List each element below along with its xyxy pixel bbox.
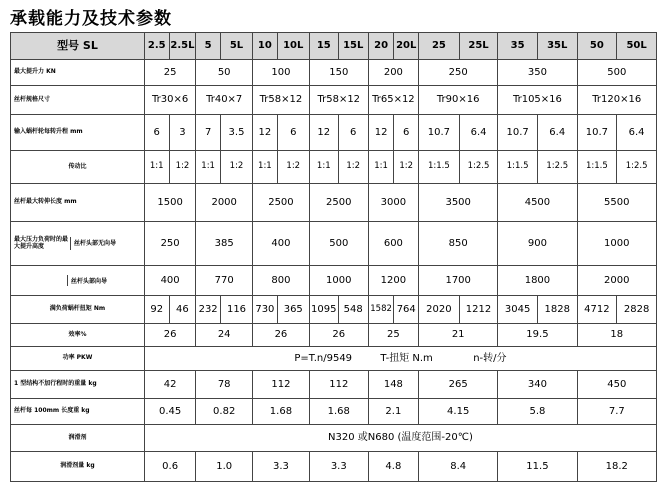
- row-height-no-guide: [11, 222, 657, 266]
- row-stroke: [11, 115, 657, 151]
- value-cell: 800: [253, 266, 310, 296]
- value-cell: 1:1.5: [577, 151, 617, 184]
- power-formula-cell: [144, 347, 656, 371]
- value-cell: 25: [144, 60, 195, 86]
- value-cell: 1000: [309, 266, 368, 296]
- value-cell: 112: [309, 371, 368, 399]
- value-cell: 1:1: [368, 151, 394, 184]
- value-cell: 1:2: [394, 151, 419, 184]
- row-lubricant: [11, 425, 657, 452]
- model-cell: 20L: [394, 33, 419, 60]
- row-label: 输入蜗杆轮每转升程 mm: [11, 115, 145, 151]
- row-label: 1 型结构不加行程时的重量 kg: [11, 371, 145, 399]
- value-cell: 3: [169, 115, 196, 151]
- value-cell: 26: [144, 324, 195, 347]
- value-cell: 5500: [577, 184, 656, 222]
- value-cell: 770: [196, 266, 253, 296]
- value-cell: 3045: [498, 296, 538, 324]
- value-cell: 1:2: [169, 151, 196, 184]
- value-cell: 4500: [498, 184, 577, 222]
- row-label: 丝杆规格尺寸: [11, 86, 145, 115]
- model-cell: 2.5L: [169, 33, 196, 60]
- value-cell: 26: [253, 324, 310, 347]
- value-cell: 10.7: [577, 115, 617, 151]
- value-cell: 3.3: [309, 452, 368, 482]
- row-weight-per: [11, 399, 657, 425]
- value-cell: 0.45: [144, 399, 195, 425]
- torque-note: T-扭矩 N.m: [380, 352, 433, 364]
- value-cell: 250: [419, 60, 498, 86]
- value-cell: 4.8: [368, 452, 418, 482]
- header-row: [11, 33, 657, 60]
- value-cell: 78: [196, 371, 253, 399]
- model-cell: 25L: [459, 33, 498, 60]
- row-weight: [11, 371, 657, 399]
- row-label: 润滑剂量 kg: [11, 452, 145, 482]
- lubricant-cell: N320 或N680 (温度范围-20℃): [144, 425, 656, 452]
- value-cell: 1582: [368, 296, 394, 324]
- model-cell: 10: [253, 33, 278, 60]
- value-cell: 340: [498, 371, 577, 399]
- model-cell: 50: [577, 33, 617, 60]
- value-cell: 7.7: [577, 399, 656, 425]
- value-cell: 1:1.5: [419, 151, 460, 184]
- torque-label: 满负荷蜗杆扭矩 Nm: [49, 305, 106, 313]
- value-cell: 2500: [253, 184, 310, 222]
- value-cell: Tr30×6: [144, 86, 195, 115]
- value-cell: 24: [196, 324, 253, 347]
- value-cell: 25: [368, 324, 418, 347]
- value-cell: 148: [368, 371, 418, 399]
- value-cell: 1:2: [338, 151, 368, 184]
- value-cell: 2000: [196, 184, 253, 222]
- value-cell: Tr90×16: [419, 86, 498, 115]
- value-cell: 112: [253, 371, 310, 399]
- value-cell: 6: [394, 115, 419, 151]
- value-cell: 350: [498, 60, 577, 86]
- value-cell: 1828: [537, 296, 577, 324]
- value-cell: 42: [144, 371, 195, 399]
- value-cell: 2.1: [368, 399, 418, 425]
- value-cell: 3.3: [253, 452, 310, 482]
- value-cell: 10.7: [419, 115, 460, 151]
- model-cell: 10L: [277, 33, 309, 60]
- value-cell: 6.4: [537, 115, 577, 151]
- value-cell: 10.7: [498, 115, 538, 151]
- value-cell: 1:2: [277, 151, 309, 184]
- group-label: 最大压力负荷时的最大提升高度: [11, 237, 71, 251]
- model-cell: 50L: [617, 33, 657, 60]
- value-cell: 6.4: [617, 115, 657, 151]
- value-cell: 1:2.5: [537, 151, 577, 184]
- sub-label: 丝杆头部无向导: [74, 239, 117, 247]
- value-cell: 2020: [419, 296, 460, 324]
- value-cell: 12: [309, 115, 338, 151]
- value-cell: 1:2.5: [459, 151, 498, 184]
- row-label: [11, 266, 145, 296]
- value-cell: 764: [394, 296, 419, 324]
- value-cell: Tr105×16: [498, 86, 577, 115]
- value-cell: 400: [144, 266, 195, 296]
- value-cell: 3500: [419, 184, 498, 222]
- value-cell: 3.5: [220, 115, 252, 151]
- value-cell: 150: [309, 60, 368, 86]
- value-cell: 6: [338, 115, 368, 151]
- row-label: 最大提升力 KN: [11, 60, 145, 86]
- value-cell: 0.82: [196, 399, 253, 425]
- value-cell: 6: [277, 115, 309, 151]
- model-cell: 25: [419, 33, 460, 60]
- model-cell: 35L: [537, 33, 577, 60]
- value-cell: 6: [144, 115, 169, 151]
- value-cell: 92: [144, 296, 169, 324]
- value-cell: 8.4: [419, 452, 498, 482]
- row-lube-qty: [11, 452, 657, 482]
- value-cell: 385: [196, 222, 253, 266]
- value-cell: 11.5: [498, 452, 577, 482]
- value-cell: 1:1: [144, 151, 169, 184]
- value-cell: 450: [577, 371, 656, 399]
- value-cell: 18: [577, 324, 656, 347]
- row-max-lift: [11, 60, 657, 86]
- value-cell: 1:1: [253, 151, 278, 184]
- value-cell: Tr58×12: [253, 86, 310, 115]
- value-cell: 1500: [144, 184, 195, 222]
- value-cell: 5.8: [498, 399, 577, 425]
- value-cell: 18.2: [577, 452, 656, 482]
- spec-table: [10, 32, 657, 482]
- speed-note: n-转/分: [473, 352, 507, 364]
- value-cell: 850: [419, 222, 498, 266]
- value-cell: 232: [196, 296, 221, 324]
- model-cell: 5L: [220, 33, 252, 60]
- model-cell: 15L: [338, 33, 368, 60]
- value-cell: 1700: [419, 266, 498, 296]
- value-cell: 200: [368, 60, 418, 86]
- row-height-guide: [11, 266, 657, 296]
- value-cell: 3000: [368, 184, 418, 222]
- row-label: 丝杆每 100mm 长度重 kg: [11, 399, 145, 425]
- row-torque: [11, 296, 657, 324]
- value-cell: 500: [577, 60, 656, 86]
- value-cell: 2500: [309, 184, 368, 222]
- model-cell: 20: [368, 33, 394, 60]
- model-cell: 2.5: [144, 33, 169, 60]
- value-cell: 365: [277, 296, 309, 324]
- value-cell: 116: [220, 296, 252, 324]
- value-cell: 1:1.5: [498, 151, 538, 184]
- row-thread: [11, 86, 657, 115]
- value-cell: 7: [196, 115, 221, 151]
- value-cell: 1:1: [196, 151, 221, 184]
- value-cell: 2000: [577, 266, 656, 296]
- model-cell: 5: [196, 33, 221, 60]
- row-label: [11, 296, 145, 324]
- value-cell: 730: [253, 296, 278, 324]
- value-cell: 46: [169, 296, 196, 324]
- value-cell: 2828: [617, 296, 657, 324]
- value-cell: 4712: [577, 296, 617, 324]
- value-cell: 250: [144, 222, 195, 266]
- value-cell: 100: [253, 60, 310, 86]
- row-label: 效率%: [11, 324, 145, 347]
- value-cell: 548: [338, 296, 368, 324]
- value-cell: 1.68: [253, 399, 310, 425]
- power-formula: P=T.n/9549: [294, 352, 353, 364]
- value-cell: 21: [419, 324, 498, 347]
- value-cell: 1:1: [309, 151, 338, 184]
- page-title: 承载能力及技术参数: [10, 9, 172, 29]
- value-cell: Tr120×16: [577, 86, 656, 115]
- value-cell: 265: [419, 371, 498, 399]
- row-label: 润滑剂: [11, 425, 145, 452]
- value-cell: 1.0: [196, 452, 253, 482]
- value-cell: 900: [498, 222, 577, 266]
- value-cell: 0.6: [144, 452, 195, 482]
- row-label: 功率 PKW: [11, 347, 145, 371]
- value-cell: 400: [253, 222, 310, 266]
- value-cell: Tr65×12: [368, 86, 418, 115]
- model-cell: 15: [309, 33, 338, 60]
- value-cell: 12: [253, 115, 278, 151]
- row-efficiency: [11, 324, 657, 347]
- row-max-stroke: [11, 184, 657, 222]
- row-label: 传动比: [11, 151, 145, 184]
- header-label: 型号 SL: [11, 33, 145, 60]
- row-ratio: [11, 151, 657, 184]
- row-power: [11, 347, 657, 371]
- model-cell: 35: [498, 33, 538, 60]
- value-cell: 1000: [577, 222, 656, 266]
- value-cell: 12: [368, 115, 394, 151]
- value-cell: 1:2: [220, 151, 252, 184]
- value-cell: Tr40×7: [196, 86, 253, 115]
- value-cell: 26: [309, 324, 368, 347]
- value-cell: 4.15: [419, 399, 498, 425]
- row-label: 丝杆最大转伸长度 mm: [11, 184, 145, 222]
- value-cell: 1.68: [309, 399, 368, 425]
- value-cell: 1200: [368, 266, 418, 296]
- sub-label: 丝杆头部向导: [71, 278, 108, 286]
- value-cell: 1095: [309, 296, 338, 324]
- value-cell: 1212: [459, 296, 498, 324]
- value-cell: 19.5: [498, 324, 577, 347]
- value-cell: 500: [309, 222, 368, 266]
- value-cell: 600: [368, 222, 418, 266]
- value-cell: Tr58×12: [309, 86, 368, 115]
- value-cell: 1:2.5: [617, 151, 657, 184]
- value-cell: 6.4: [459, 115, 498, 151]
- value-cell: 50: [196, 60, 253, 86]
- value-cell: 1800: [498, 266, 577, 296]
- row-label: [11, 222, 145, 266]
